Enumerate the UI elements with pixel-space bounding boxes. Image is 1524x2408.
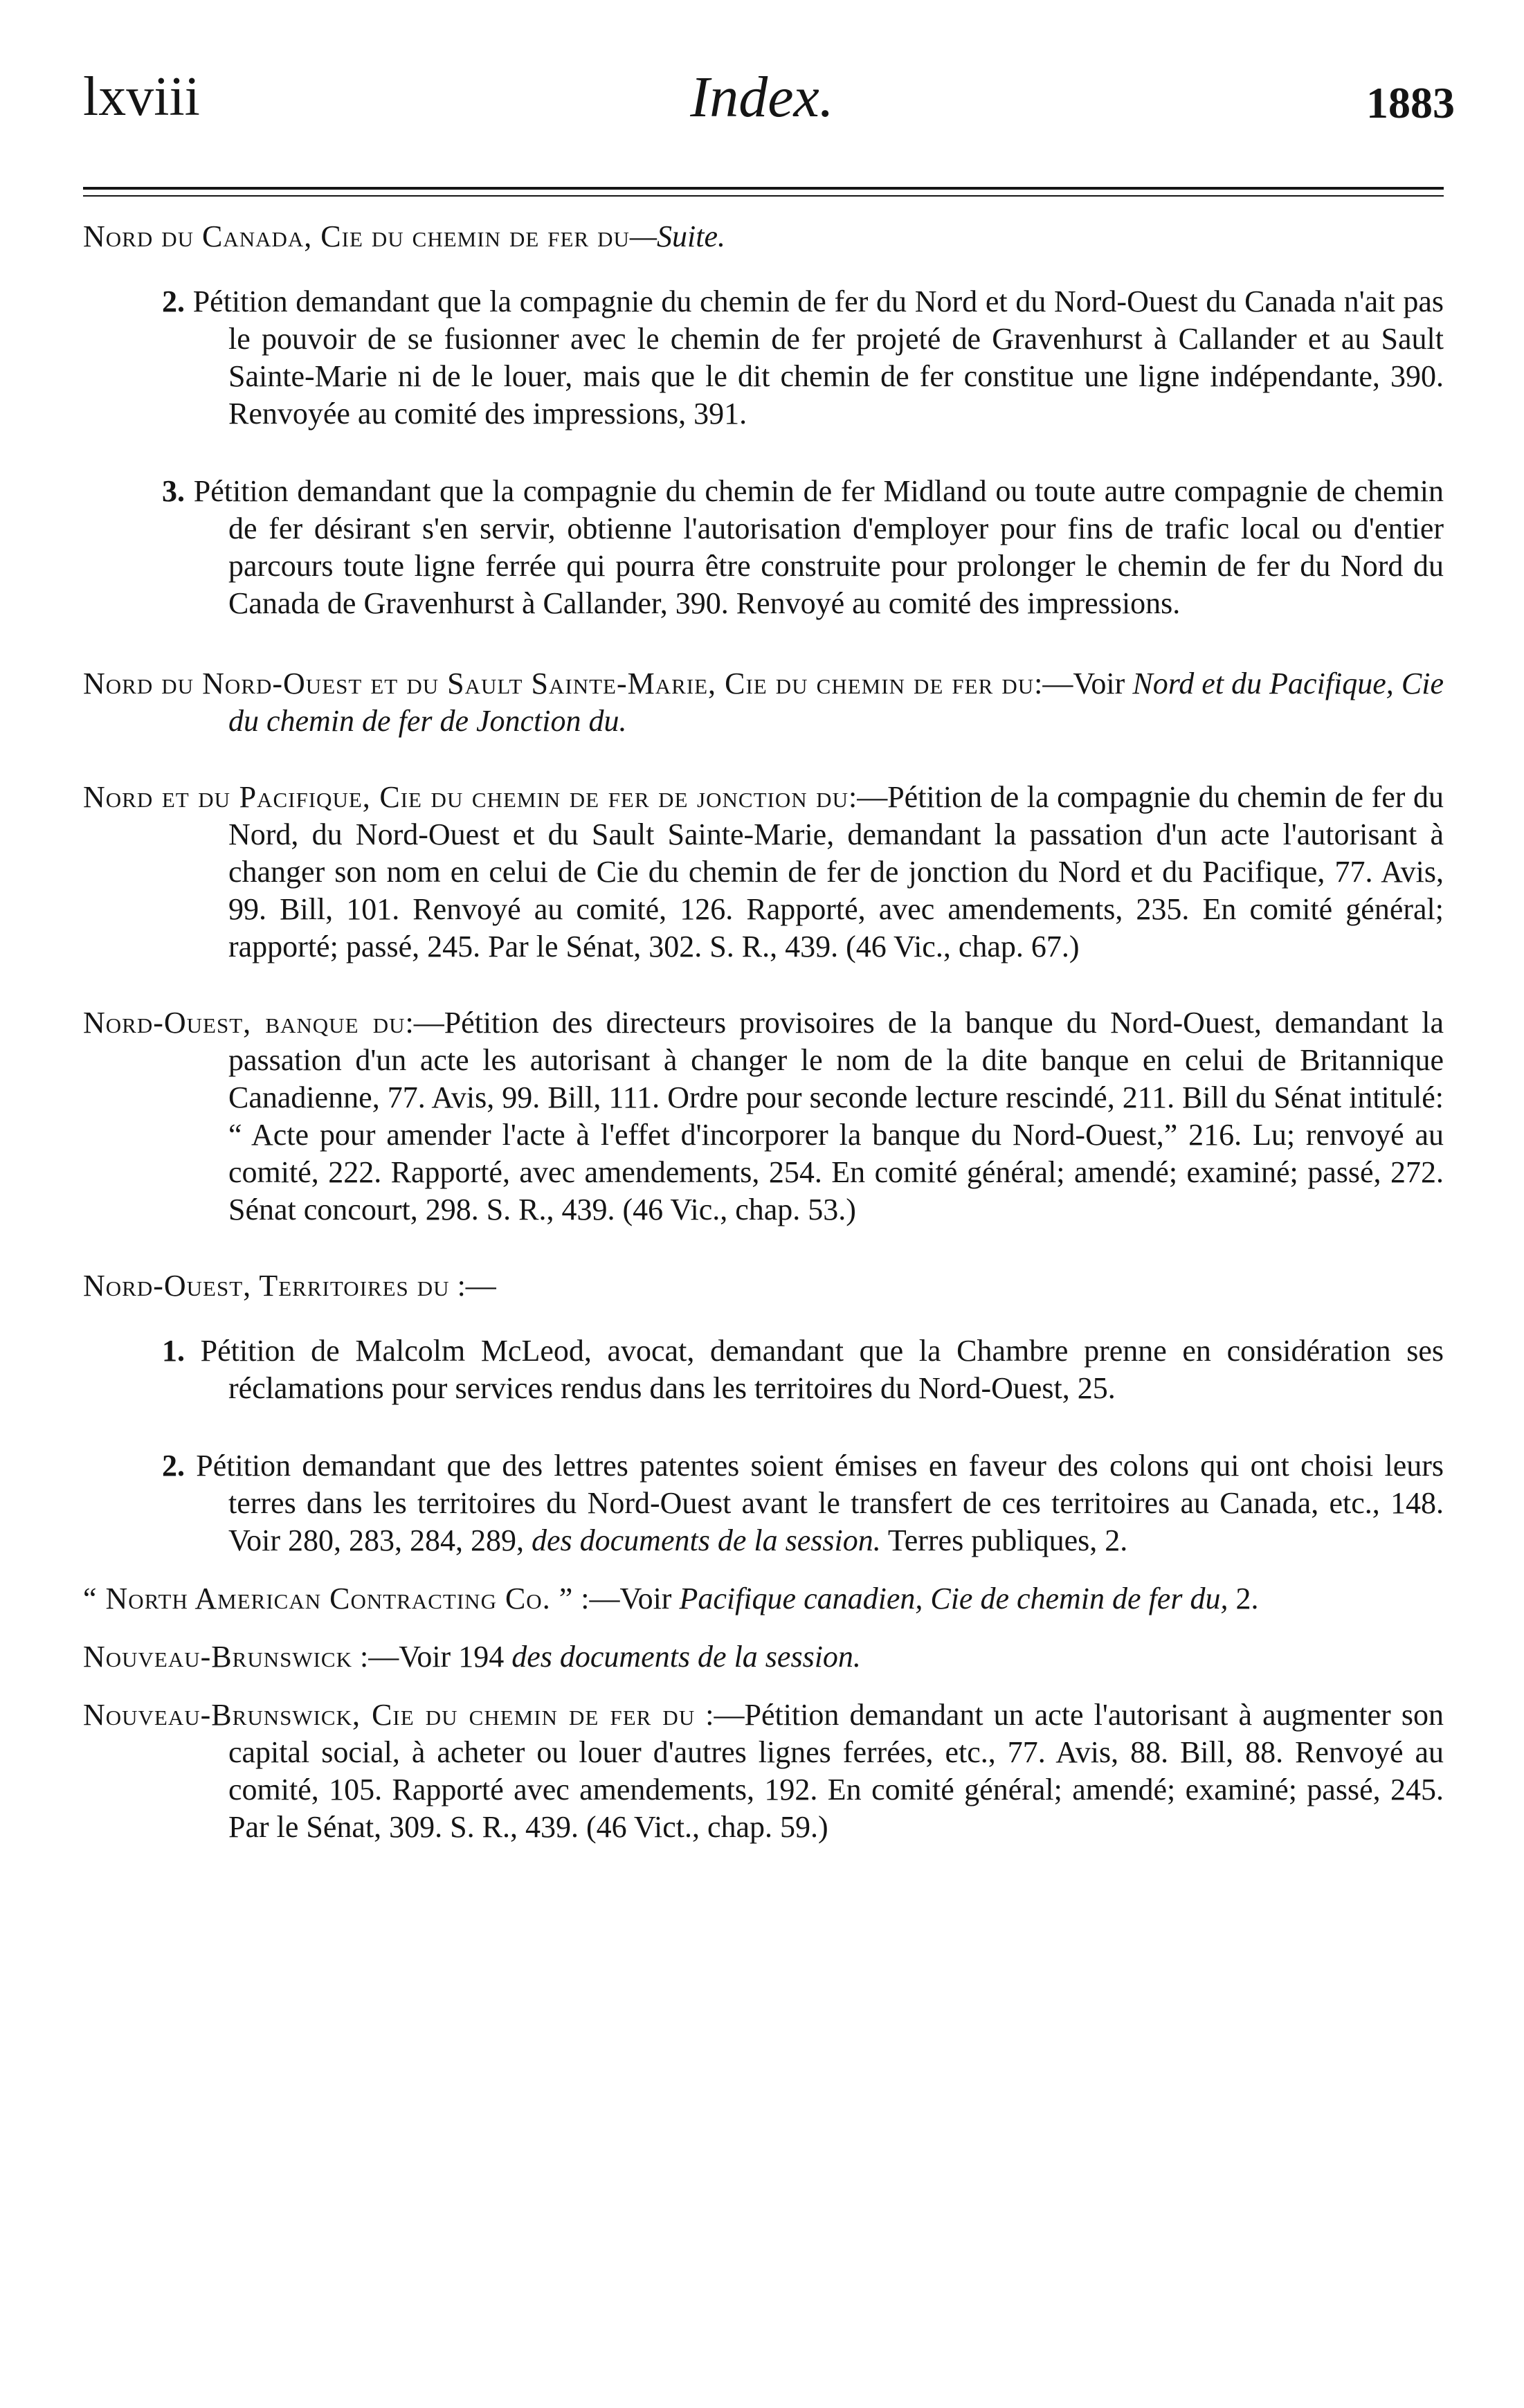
entry-item xyxy=(83,1447,1444,1559)
entry-heading: Nord-Ouest, banque du xyxy=(83,1006,406,1040)
header-rule xyxy=(83,187,1444,190)
item-number: 2. xyxy=(162,1449,185,1483)
item-number: 1. xyxy=(162,1334,185,1368)
entry-heading: Nord du Nord-Ouest et du Sault Sainte-Marie, Cie du chemin de fer du xyxy=(83,667,1035,700)
entry-heading: Nord-Ouest, Territoires du xyxy=(83,1269,450,1303)
entry-text: :—Pétition demandant un acte l'autorisant à augmenter son capital social, à acheter ou louer d'autres lignes ferrées, etc., 77. Avis, 88. Bill, 88. Renvoyé au comité, 105. Rapporté avec amendements, 192. En comité général; amendé; examiné; passé, 245. Par le Sénat, 309. S. R., 439. (46 Vict., chap. 59.) xyxy=(228,1698,1444,1844)
entry-heading: Nord et du Pacifique, Cie du chemin de fer de jonction du xyxy=(83,780,849,814)
entry-text-after: 2. xyxy=(1228,1582,1259,1615)
entry-item xyxy=(83,1332,1444,1407)
index-content xyxy=(83,218,1444,1885)
index-entry-nord-ouest-territoires xyxy=(83,1267,1444,1305)
entry-heading: “ North American Contracting Co. ” xyxy=(83,1582,574,1615)
entry-text: :—Voir xyxy=(1034,667,1133,700)
index-entry-nord-du-nord-ouest xyxy=(83,665,1444,740)
index-entry-nouveau-brunswick-chemin xyxy=(83,1696,1444,1846)
page-title: Index. xyxy=(690,65,834,129)
entry-heading-suffix: :— xyxy=(449,1269,496,1303)
page-number: lxviii xyxy=(83,66,200,127)
index-entry-nord-ouest-banque xyxy=(83,1004,1444,1229)
entry-item xyxy=(83,283,1444,433)
entry-text-italic: des documents de la session. xyxy=(511,1640,861,1674)
index-entry-nouveau-brunswick xyxy=(83,1638,1444,1676)
item-text-italic: des documents de la session. xyxy=(531,1523,881,1557)
item-number: 2. xyxy=(162,284,185,318)
entry-item xyxy=(83,473,1444,622)
entry-heading: Nouveau-Brunswick xyxy=(83,1640,352,1674)
item-text: Pétition de Malcolm McLeod, avocat, demandant que la Chambre prenne en considération ses réclamations pour services rendus dans les territoires du Nord-Ouest, 25. xyxy=(200,1334,1444,1405)
item-text: Pétition demandant que des lettres patentes soient émises en faveur des colons qui ont choisi leurs terres dans les territoires du Nord-Ouest avant le transfert de ces territoires au Canada, etc., 148. Voir 280, 283, 284, 289, xyxy=(196,1449,1444,1557)
item-text-after: Terres publiques, 2. xyxy=(880,1523,1128,1557)
entry-heading: Nord du Canada, Cie du chemin de fer du xyxy=(83,219,630,253)
page-year: 1883 xyxy=(1366,78,1455,127)
item-number: 3. xyxy=(162,474,185,508)
item-text: Pétition demandant que la compagnie du chemin de fer du Nord et du Nord-Ouest du Canada n'ait pas le pouvoir de se fusionner avec le chemin de fer projeté de Gravenhurst à Callander et au Sault Sainte-Marie ni de le louer, mais que le dit chemin de fer constitue une ligne indépendante, 390. Renvoyée au comité des impressions, 391. xyxy=(192,284,1444,431)
entry-heading: Nouveau-Brunswick, Cie du chemin de fer du xyxy=(83,1698,696,1732)
entry-heading-suffix: —Suite. xyxy=(629,219,726,253)
entry-text-italic: Nord et du Pacifique, Cie du chemin de fer de Jonction du. xyxy=(228,667,1444,738)
entry-text: :—Voir xyxy=(573,1582,680,1615)
item-text: Pétition demandant que la compagnie du chemin de fer Midland ou toute autre compagnie de chemin de fer désirant s'en servir, obtienne l'autorisation d'employer pour fins de trafic local ou d'entier parcours toute ligne ferrée qui pourra être construite pour prolonger le chemin de fer du Nord du Canada de Gravenhurst à Callander, 390. Renvoyé au comité des impressions. xyxy=(193,474,1444,620)
index-entry-nord-du-canada xyxy=(83,218,1444,255)
index-entry-nord-et-du-pacifique xyxy=(83,779,1444,966)
entry-text: :—Pétition des directeurs provisoires de la banque du Nord-Ouest, demandant la passation d'un acte les autorisant à changer le nom de la dite banque en celui de Britannique Canadienne, 77. Avis, 99. Bill, 111. Ordre pour seconde lecture rescindé, 211. Bill du Sénat intitulé: “ Acte pour amender l'acte à l'effet d'incorporer la banque du Nord-Ouest,” 216. Lu; renvoyé au comité, 222. Rapporté, avec amendements, 254. En comité général; amendé; examiné; passé, 272. Sénat concourt, 298. S. R., 439. (46 Vic., chap. 53.) xyxy=(228,1006,1444,1226)
header-rule-thin xyxy=(83,195,1444,197)
entry-text: :—Pétition de la compagnie du chemin de fer du Nord, du Nord-Ouest et du Sault Sainte-Marie, demandant la passation d'un acte l'autorisant à changer son nom en celui de Cie du chemin de fer de jonction du Nord et du Pacifique, 77. Avis, 99. Bill, 101. Renvoyé au comité, 126. Rapporté, avec amendements, 235. En comité général; rapporté; passé, 245. Par le Sénat, 302. S. R., 439. (46 Vic., chap. 67.) xyxy=(228,780,1444,963)
entry-text-italic: Pacifique canadien, Cie de chemin de fer du, xyxy=(679,1582,1228,1615)
index-entry-north-american-contracting xyxy=(83,1580,1444,1618)
entry-text: :—Voir 194 xyxy=(352,1640,512,1674)
